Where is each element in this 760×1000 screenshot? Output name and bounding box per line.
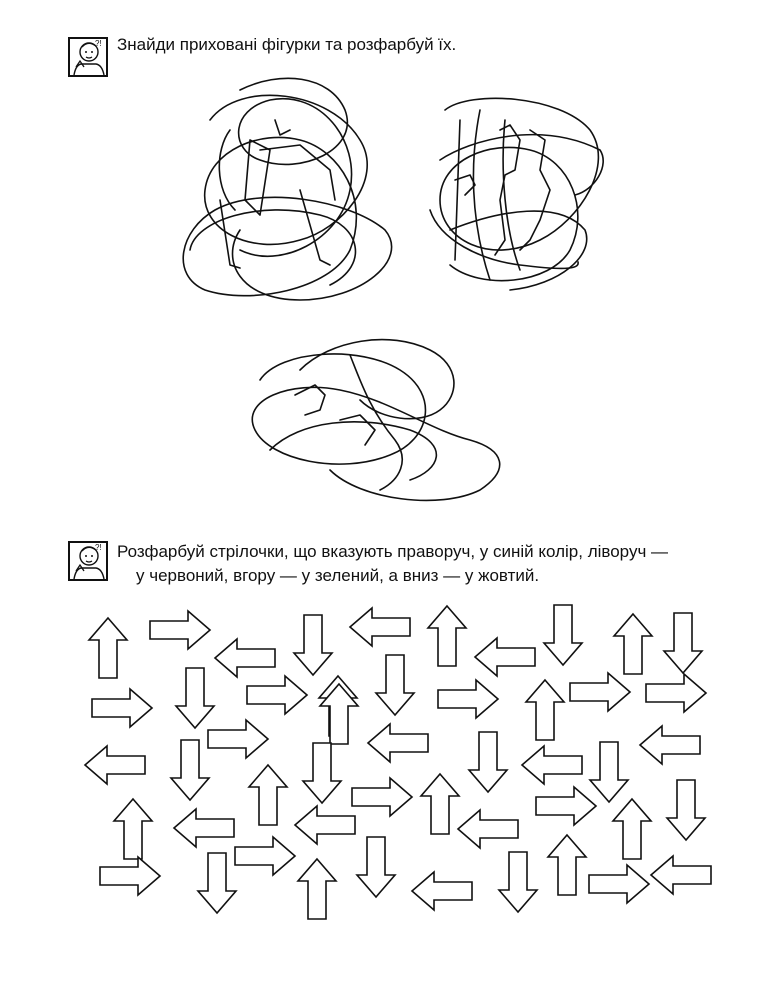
arrow-left-icon[interactable]	[522, 746, 582, 784]
arrow-left-icon[interactable]	[215, 639, 275, 677]
arrow-right-icon[interactable]	[352, 778, 412, 816]
arrow-right-icon[interactable]	[235, 837, 295, 875]
arrow-left-icon[interactable]	[85, 746, 145, 784]
arrow-down-icon[interactable]	[303, 743, 341, 803]
arrow-right-icon[interactable]	[570, 673, 630, 711]
arrow-down-icon[interactable]	[544, 605, 582, 665]
arrow-right-icon[interactable]	[438, 680, 498, 718]
arrow-up-icon[interactable]	[613, 799, 651, 859]
arrow-up-icon[interactable]	[548, 835, 586, 895]
arrow-up-icon[interactable]	[428, 606, 466, 666]
arrow-up-icon[interactable]	[114, 799, 152, 859]
arrow-down-icon[interactable]	[590, 742, 628, 802]
arrow-right-icon[interactable]	[536, 787, 596, 825]
arrow-down-icon[interactable]	[357, 837, 395, 897]
arrow-left-icon[interactable]	[174, 809, 234, 847]
arrow-down-icon[interactable]	[198, 853, 236, 913]
arrow-left-icon[interactable]	[640, 726, 700, 764]
arrow-left-icon[interactable]	[412, 872, 472, 910]
task1-instruction: Знайди приховані фігурки та розфарбуй їх.	[117, 35, 457, 54]
svg-text:?!: ?!	[95, 543, 102, 552]
arrow-down-icon[interactable]	[171, 740, 209, 800]
arrow-up-icon[interactable]	[614, 614, 652, 674]
task2-instruction-line1: Розфарбуй стрілочки, що вказують праворуч, у синій колір, ліворуч —	[117, 542, 669, 561]
arrow-down-icon[interactable]	[664, 613, 702, 673]
arrow-right-icon[interactable]	[208, 720, 268, 758]
arrow-up-icon[interactable]	[526, 680, 564, 740]
arrow-right-icon[interactable]	[646, 674, 706, 712]
arrow-down-icon[interactable]	[176, 668, 214, 728]
arrow-down-icon[interactable]	[469, 732, 507, 792]
arrow-up-icon[interactable]	[298, 859, 336, 919]
arrow-up-icon[interactable]	[421, 774, 459, 834]
arrow-right-icon[interactable]	[589, 865, 649, 903]
svg-text:?!: ?!	[95, 39, 102, 48]
arrow-right-icon[interactable]	[247, 676, 307, 714]
arrow-right-icon[interactable]	[150, 611, 210, 649]
arrow-up-icon[interactable]	[89, 618, 127, 678]
arrow-left-icon[interactable]	[295, 806, 355, 844]
arrow-up-icon[interactable]	[249, 765, 287, 825]
arrow-down-icon[interactable]	[499, 852, 537, 912]
arrow-right-icon[interactable]	[92, 689, 152, 727]
arrow-right-icon[interactable]	[100, 857, 160, 895]
arrow-left-icon[interactable]	[458, 810, 518, 848]
arrow-down-icon[interactable]	[376, 655, 414, 715]
arrow-left-icon[interactable]	[350, 608, 410, 646]
arrow-left-icon[interactable]	[475, 638, 535, 676]
arrow-down-icon[interactable]	[667, 780, 705, 840]
arrow-left-icon[interactable]	[651, 856, 711, 894]
arrow-down-icon[interactable]	[294, 615, 332, 675]
task2-instruction-line2: у червоний, вгору — у зелений, а вниз — у жовтий.	[136, 566, 540, 585]
arrow-left-icon[interactable]	[368, 724, 428, 762]
